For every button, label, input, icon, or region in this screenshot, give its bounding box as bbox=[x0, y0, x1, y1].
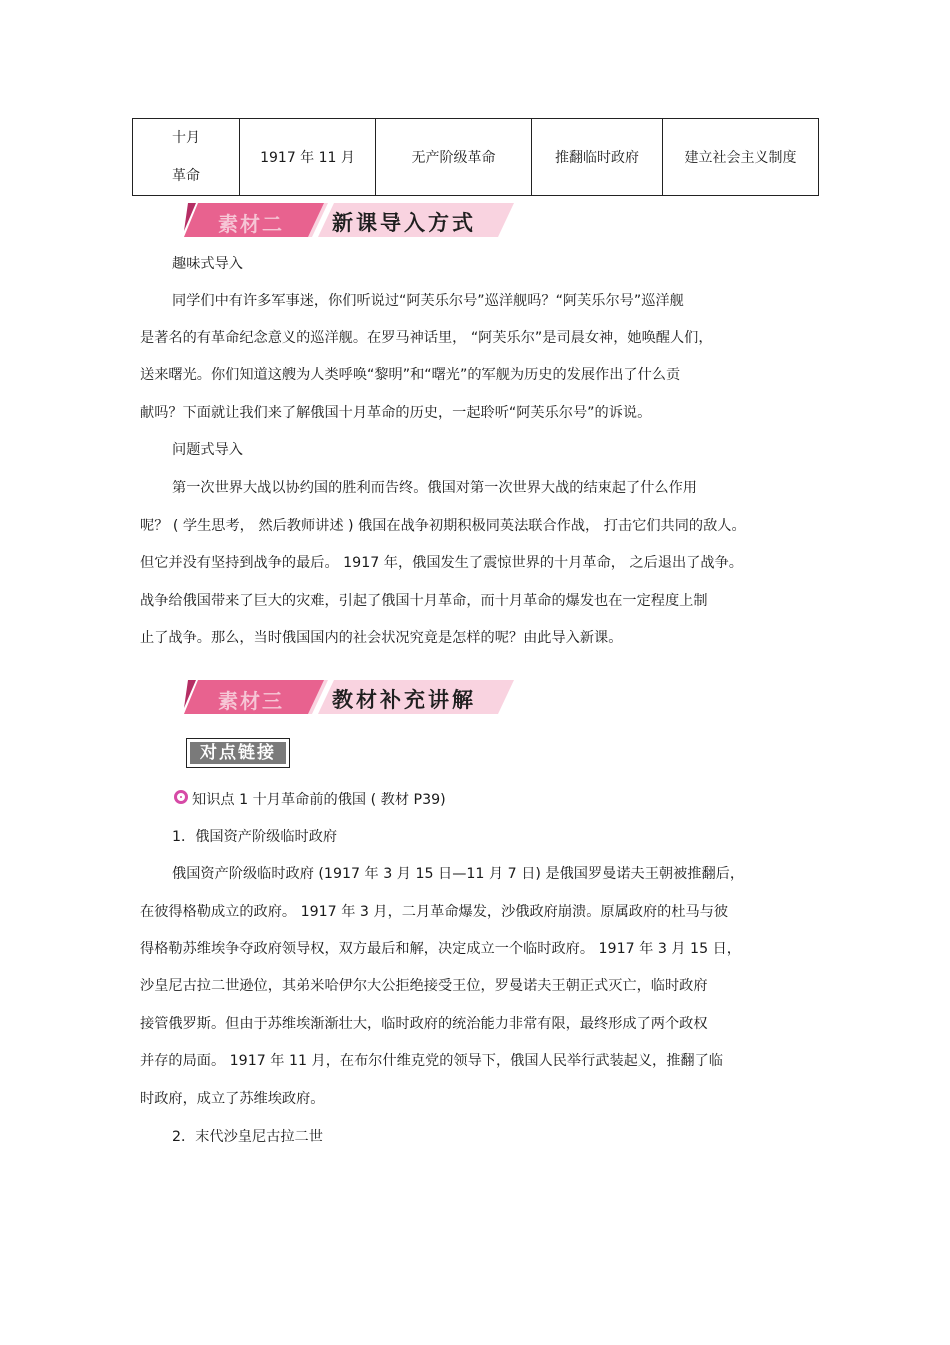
section-banner-3 bbox=[184, 680, 514, 716]
table-cell-event: 十月 革命 bbox=[133, 119, 240, 196]
target-icon bbox=[174, 790, 188, 804]
paragraph-line: 但它并没有坚持到战争的最后。 1917 年，俄国发生了震惊世界的十月革命， 之后退出了战争。 bbox=[140, 555, 743, 571]
paragraph-line: 止了战争。那么，当时俄国国内的社会状况究竟是怎样的呢？由此导入新课。 bbox=[140, 630, 623, 646]
paragraph-line: 第一次世界大战以协约国的胜利而告终。俄国对第一次世界大战的结束起了什么作用 bbox=[172, 480, 697, 496]
sub1-heading: 1．俄国资产阶级临时政府 bbox=[172, 829, 338, 845]
intro2-heading: 问题式导入 bbox=[172, 442, 243, 458]
paragraph-line: 得格勒苏维埃争夺政府领导权，双方最后和解，决定成立一个临时政府。 1917 年 3 月 15 日， bbox=[140, 941, 741, 957]
intro1-heading: 趣味式导入 bbox=[172, 256, 243, 272]
knowledge-point-title: 知识点 1 十月革命前的俄国 ( 教材 P39) bbox=[192, 792, 446, 808]
banner-title: 新课导入方式 bbox=[332, 210, 476, 235]
revolution-table bbox=[132, 118, 819, 196]
paragraph-line: 是著名的有革命纪念意义的巡洋舰。在罗马神话里， “阿芙乐尔”是司晨女神，她唤醒人们， bbox=[140, 330, 713, 346]
banner-tag: 素材二 bbox=[218, 212, 284, 236]
paragraph-line: 献吗？下面就让我们来了解俄国十月革命的历史，一起聆听“阿芙乐尔号”的诉说。 bbox=[140, 405, 652, 421]
sub2-heading: 2．末代沙皇尼古拉二世 bbox=[172, 1129, 323, 1145]
paragraph-line: 送来曙光。你们知道这艘为人类呼唤“黎明”和“曙光”的军舰为历史的发展作出了什么贡 bbox=[140, 367, 681, 383]
section-banner-2 bbox=[184, 203, 514, 239]
banner-tag: 素材三 bbox=[218, 689, 284, 713]
table-cell-time: 1917 年 11 月 bbox=[240, 119, 376, 196]
paragraph-line: 接管俄罗斯。但由于苏维埃渐渐壮大，临时政府的统治能力非常有限，最终形成了两个政权 bbox=[140, 1016, 708, 1032]
paragraph-line: 沙皇尼古拉二世逊位，其弟米哈伊尔大公拒绝接受王位，罗曼诺夫王朝正式灭亡，临时政府 bbox=[140, 978, 708, 994]
table-row bbox=[133, 119, 819, 196]
paragraph-line: 俄国资产阶级临时政府 (1917 年 3 月 15 日—11 月 7 日) 是俄国罗曼诺夫王朝被推翻后， bbox=[172, 866, 745, 882]
link-box bbox=[186, 738, 290, 768]
table-cell-result: 建立社会主义制度 bbox=[663, 119, 819, 196]
paragraph-line: 时政府，成立了苏维埃政府。 bbox=[140, 1091, 325, 1107]
table-cell-task: 推翻临时政府 bbox=[532, 119, 663, 196]
paragraph-line: 同学们中有许多军事迷，你们听说过“阿芙乐尔号”巡洋舰吗？“阿芙乐尔号”巡洋舰 bbox=[172, 293, 684, 309]
paragraph-line: 在彼得格勒成立的政府。 1917 年 3 月，二月革命爆发，沙俄政府崩溃。原属政府的杜马与彼 bbox=[140, 904, 729, 920]
paragraph-line: 呢？ ( 学生思考， 然后教师讲述 ) 俄国在战争初期积极同英法联合作战， 打击它们共同的敌人。 bbox=[140, 518, 746, 534]
link-box-label: 对点链接 bbox=[190, 742, 286, 764]
paragraph-line: 战争给俄国带来了巨大的灾难，引起了俄国十月革命，而十月革命的爆发也在一定程度上制 bbox=[140, 593, 708, 609]
banner-title: 教材补充讲解 bbox=[332, 687, 476, 712]
paragraph-line: 并存的局面。 1917 年 11 月，在布尔什维克党的领导下，俄国人民举行武装起义，推翻了临 bbox=[140, 1053, 723, 1069]
table-cell-nature: 无产阶级革命 bbox=[376, 119, 532, 196]
